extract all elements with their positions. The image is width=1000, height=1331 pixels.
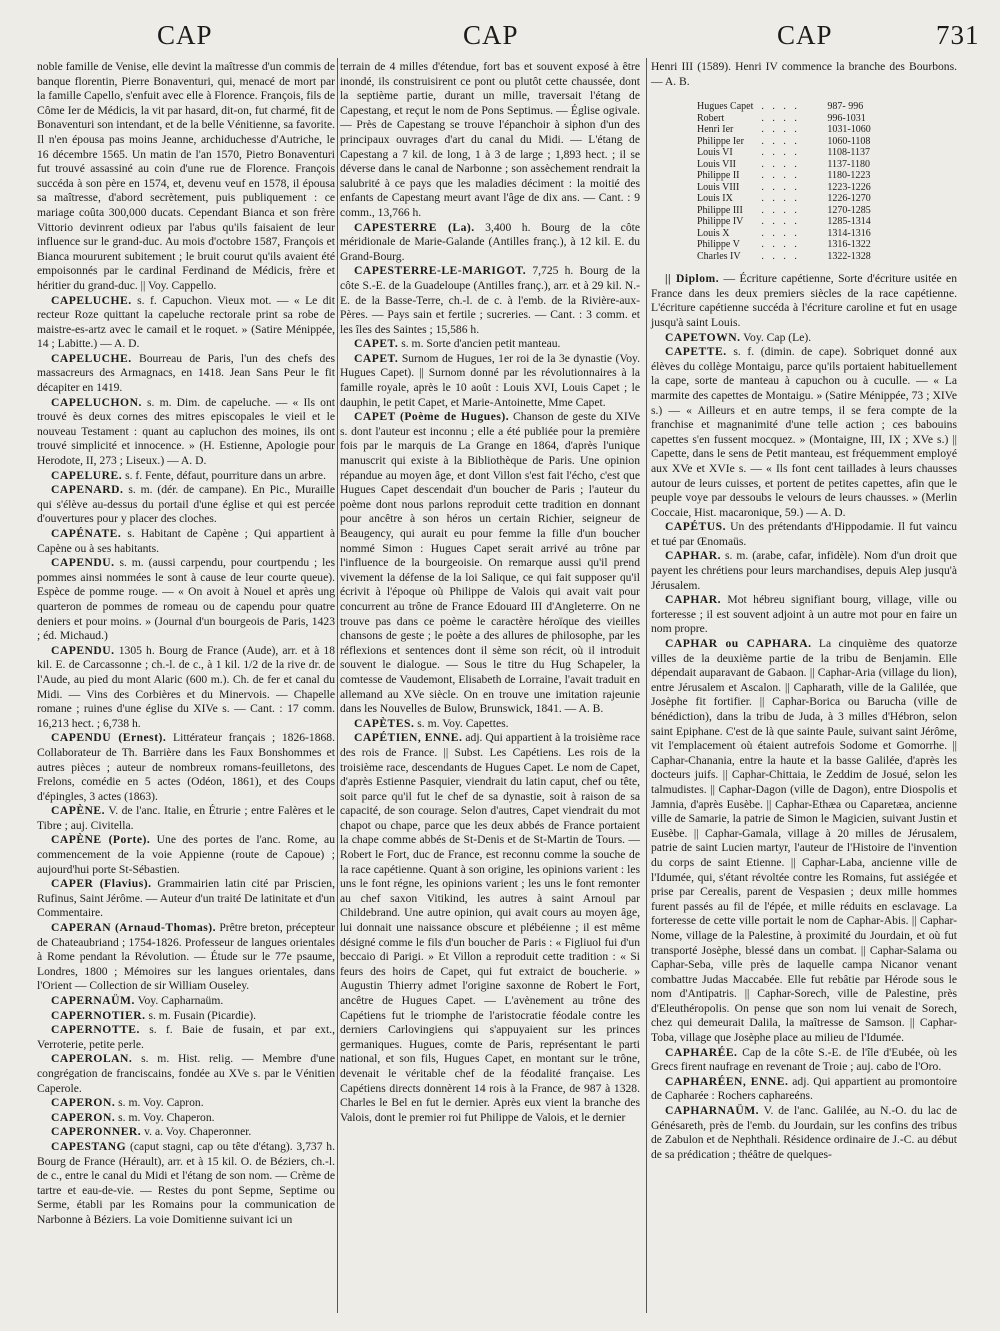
entry-text: s. m. Sorte d'ancien petit manteau. [401, 337, 561, 351]
header-center: CAP [463, 20, 519, 50]
leader-dots: . . . . [761, 147, 800, 159]
dictionary-entry [37, 731, 335, 804]
king-row [693, 216, 875, 228]
king-name: Charles IV [697, 250, 741, 262]
dictionary-entry [651, 520, 957, 549]
entry-headword: CAPHAR. [665, 593, 721, 607]
entry-text: Une des portes de l'anc. Rome, au commencement de la voie Appienne (route de Capoue) ; aujourd'hui porte St-Sébastien. [37, 833, 335, 876]
entry-text: Chanson de geste du XIVe s. dont l'auteur est inconnu ; elle a été publiée pour la première fois par le marquis de La Grange en 1864, d'après l'unique manuscrit qui existe à la Bibliothèque de Paris. Une opinion répandue au moyen âge, et dont Villon s'est fait l'écho, c'est que Hugues Capet descendait d'un boucher de Paris ; l'auteur du poème dont nous parlons reproduit cette tradition en donnant pour ancêtre à son héros un certain Richier, seigneur de Beaugency, qui aurait eu pour femme la fille d'un boucher nommé Simon : Hugues Capet serait arrivé au trône par l'influence de la bourgeoisie. On remarque aussi qu'il prend vivement la défense de la loi Salique, ce qui fait supposer qu'il écrivit à l'époque où Philippe de Valois qui avait vait pour concurrent au trône de France Edouard III d'Angleterre. On ne trouve pas dans ce poème le caractère héroïque des vieilles chansons de geste ; le poète a des allures de philosophe, par les réflexions et sentences dont il sème son récit, où il introduit souvent le dialogue. — Sous le titre du Hug Schapeler, la comtesse de Vaudemont, Elisabeth de Lorraine, l'avait traduit en allemand au XVe siècle. On en trouve une imitation rajeunie dans les Nouvelles de Bulow, Brunswick, 1841. — A. B. [340, 410, 640, 716]
page-number: 731 [936, 20, 980, 50]
leader-dots: . . . . [761, 158, 800, 170]
king-name: Philippe III [697, 204, 743, 216]
king-row [693, 193, 875, 205]
entry-text: 7,725 h. Bourg de la côte S.-E. de la Guadeloupe (Antilles franç.), arr. et à 29 kil. N.-E. de la Basse-Terre, ch.-l. de c. à l'emb. de la Rivière-aux-Pères. — Pays sain et fertile ; sucreries. — Cant. : 3 comm. et les îles des Saintes ; 15,586 h. [340, 264, 640, 336]
leader-dots: . . . . [761, 250, 800, 262]
column-3 [651, 60, 957, 1162]
king-reign-years: 1031-1060 [827, 124, 871, 136]
dictionary-entry [37, 527, 335, 556]
king-reign-years: 996-1031 [827, 112, 866, 124]
dictionary-entry [651, 1046, 957, 1075]
entry-headword: CAPENDU. [51, 556, 115, 570]
king-row [693, 136, 875, 148]
leader-dots: . . . . [761, 101, 800, 113]
entry-text: Grammairien latin cité par Priscien, Rufinus, Saint Jérôme. — Auteur d'un traité De latinitate et d'un Commentaire. [37, 877, 335, 920]
king-name: Philippe II [697, 170, 740, 182]
column-divider [337, 58, 338, 1313]
dictionary-entry [37, 994, 335, 1009]
entry-text: Cap de la côte S.-E. de l'île d'Eubée, où les Grecs firent naufrage en revenant de Troie ; auj. cabo de l'Oro. [651, 1045, 957, 1074]
column-3-intro: Henri III (1589). Henri IV commence la branche des Bourbons. — A. B. [651, 60, 957, 88]
dictionary-entry [340, 264, 640, 337]
king-row [693, 159, 875, 171]
entry-text: 3,400 h. Bourg de la côte méridionale de Marie-Galande (Antilles franç.), à 12 kil. E. du Grand-Bourg. [340, 220, 640, 263]
dictionary-entry [651, 1104, 957, 1162]
dictionary-entry [651, 272, 957, 330]
capetian-kings-table [693, 101, 875, 262]
header-left: CAP [157, 20, 213, 50]
entry-headword: CAPENDU (Ernest). [51, 731, 167, 745]
entry-text: s. m. Voy. Capron. [118, 1096, 204, 1110]
leader-dots: . . . . [761, 124, 800, 136]
king-reign-years: 1285-1314 [827, 216, 871, 228]
dictionary-entry [37, 352, 335, 396]
dictionary-entry [37, 556, 335, 644]
entry-headword: CAPERAN (Arnaud-Thomas). [51, 921, 217, 935]
king-name: Hugues Capet [697, 101, 754, 113]
king-row [693, 113, 875, 125]
dictionary-entry [340, 731, 640, 1125]
entry-headword: CAPÈTES. [354, 716, 415, 730]
column-3-entries [651, 272, 957, 1162]
entry-text: adj. Qui appartient au promontoire de Capharée : Rochers caphareéns. [651, 1074, 957, 1103]
header-right: CAP [777, 20, 833, 50]
king-name: Louis X [697, 227, 730, 239]
entry-text: s. f. Capuchon. Vieux mot. — « Le dit recteur Roze quittant la capeluche rectorale print sa robe de maistre-es-artz avec le camail et le roquet. » (Satire Ménippée, 14 ; Labitte.) — A. D. [37, 293, 336, 351]
dictionary-entry [340, 717, 640, 732]
king-name: Louis VII [697, 158, 736, 170]
dictionary-entry [37, 644, 335, 732]
dictionary-entry [651, 345, 957, 520]
entry-text: V. de l'anc. Italie, en Étrurie ; entre Falères et le Tibre ; auj. Civitella. [37, 804, 335, 832]
entry-headword: CAPELUCHE. [51, 351, 132, 365]
entry-headword: || Diplom. [665, 272, 720, 286]
leader-dots: . . . . [761, 170, 800, 182]
entry-headword: CAPESTANG [51, 1139, 127, 1153]
entry-headword: CAPHARÉE. [665, 1045, 738, 1059]
king-row [693, 124, 875, 136]
king-row [693, 228, 875, 240]
leader-dots: . . . . [761, 216, 800, 228]
entry-headword: CAPHAR. [665, 549, 721, 563]
entry-headword: CAPHARÉEN, ENNE. [665, 1074, 789, 1088]
entry-headword: CAPEROLAN. [51, 1052, 133, 1066]
king-row [693, 182, 875, 194]
dictionary-entry [37, 469, 335, 484]
entry-text: s. f. (dimin. de cape). Sobriquet donné aux élèves du collège Montaigu, parce qu'ils portaient habituellement la cape, sorte de manteau à capuchon ou à cuculle. — « La marmite des capettes de Montaigu. » (Satire Ménippée, 73 ; XIVe s.) — « Ailleurs et en autre temps, il se fera compte de la franchise et magnanimité d'une telle action ; ces babouins capettes s'en fussent mocquez. » (Montaigne, III, IX ; XVe s.) || Capette, dans le sens de Petit manteau, est fréquemment employé aux XVe et XVIe s. — « Ils font cent taillades à leurs chausses autour de leurs cuisses, et portent de petites capettes, afin que le peuple voye par dessoubs le velours de leurs chausses. » (Merlin Coccaie, Hist. macaronique, 59.) — A. D. [651, 345, 957, 519]
dictionary-entry [37, 1052, 335, 1096]
entry-headword: CAPÉTIEN, ENNE. [354, 731, 463, 745]
dictionary-entry [651, 637, 957, 1046]
king-reign-years: 1108-1137 [827, 147, 870, 159]
entry-headword: CAPELUCHE. [51, 293, 132, 307]
entry-text: Voy. Cap (Le). [743, 330, 812, 344]
entry-headword: CAPERNAÜM. [51, 994, 135, 1007]
king-reign-years: 1060-1108 [827, 135, 871, 147]
entry-headword: CAPÈNE. [51, 804, 106, 818]
entry-headword: CAPENARD. [51, 483, 124, 497]
entry-headword: CAPÉTUS. [665, 520, 727, 534]
king-name: Philippe Ier [697, 135, 744, 147]
entry-headword: CAPELUCHON. [51, 395, 142, 409]
king-row [693, 170, 875, 182]
entry-text: Prêtre breton, précepteur de Chateaubriand ; 1754-1826. Professeur de langues orientales à Rome pendant la Révolution. — Étude sur le 77e psaume, Londres, 1800 ; Mémoires sur les langues orientales, dans l'Orient — Collection de sir William Ouseley. [37, 921, 335, 993]
leader-dots: . . . . [761, 193, 800, 205]
king-reign-years: 1137-1180 [827, 158, 870, 170]
dictionary-entry [651, 593, 957, 637]
entry-headword: CAPHARNAÜM. [665, 1104, 760, 1118]
entry-headword: CAPERONNER. [51, 1125, 142, 1139]
king-name: Philippe V [697, 239, 740, 251]
king-name: Louis VI [697, 147, 733, 159]
entry-text: s. m. Voy. Capettes. [417, 716, 509, 730]
king-reign-years: 1314-1316 [827, 227, 871, 239]
entry-text: s. m. (aussi carpendu, pour courtpendu ; les pommes ainsi nommées le sont à cause de leur courte queue). Espèce de pomme rouge. — « On avoit à Nouel et après ung quarteron de pommes de romeau ou de capendu pour quatre deniers et pour moins. » (Journal d'un bourgeois de Paris, 1423 ; éd. Michaud.) [37, 556, 335, 643]
entry-headword: CAPÈNE (Porte). [51, 833, 151, 847]
entry-text: Mot hébreu signifiant bourg, village, ville ou forteresse ; il est souvent adjoint à un autre mot pour en faire un nom propre. [651, 593, 957, 636]
dictionary-entry [651, 1075, 957, 1104]
entry-text: s. f. Baie de fusain, et par ext., Verroterie, petite perle. [37, 1023, 335, 1051]
leader-dots: . . . . [761, 227, 800, 239]
entry-text: s. Habitant de Capène ; Qui appartient à Capène ou à ses habitants. [37, 527, 335, 555]
entry-headword: CAPÉNATE. [51, 527, 122, 540]
column-1 [37, 60, 335, 1228]
dictionary-entry [651, 331, 957, 346]
column-divider [646, 58, 647, 1313]
entry-text: adj. Qui appartient à la troisième race des rois de France. || Subst. Les Capétiens. Les rois de la troisième race, descendants de Hugues Capet. Le nom de Capet, d'après Estienne Pasquier, viendrait du latin caput, chef ou tête, soit parce qu'il fut le chef de sa dynastie, soit à raison de sa capacité, de son courage. Selon d'autres, Capet viendrait du mot chapot ou chape, parce que les deux abbés de France portaient la chape comme abbés de St-Denis et de St-Martin de Tours. — Robert le Fort, duc de France, est reconnu comme la souche de la race capétienne. Quant à son origine, les opinions varient : les uns le font régne, les opinions varient ; les uns le font remonter au chef saxon Vitikind, les autres à saint Arnoul par Childebrand. Une autre opinion, qui avait cours au moyen âge, lui donnait une naissance obscure et plébéienne ; il est même désigné comme le fils d'un boucher de Paris : « Figliuol fui d'un beccaio di Parigi. » Et Villon a reproduit cette tradition : « Si feurs des hoirs de Capet, qui fut extraict de boucherie. » Augustin Thierry admet l'origine saxonne de Robert le Fort, ancêtre de Hugues Capet. — L'avènement au trône des Capétiens fut le triomphe de l'aristocratie féodale contre les derniers Carlovingiens qui s'appuyaient sur les princes germaniques. Hugues, comte de Paris, représentant le parti national, et son fils, Hugues Capet, en montant sur le trône, devenait le véritable chef de la féodalité française. Les Capétiens directs donnèrent 14 rois à la France, de 987 à 1328. Charles le Bel en fut le dernier. Après eux vient la branche des Valois, dont le premier roi fut Philippe de Valois, et le dernier [340, 731, 640, 1124]
king-name: Louis VIII [697, 181, 740, 193]
entry-headword: CAPETOWN. [665, 330, 741, 344]
entry-headword: CAPET. [354, 337, 399, 351]
dictionary-entry [37, 60, 335, 294]
entry-text: Surnom de Hugues, 1er roi de la 3e dynastie (Voy. Hugues Capet). || Surnom donné par les révolutionnaires à la famille royale, après le 10 août : Louis XVI, Louis Capet ; le dauphin, le petit Capet, et Marie-Antoinette, Mme Capet. [340, 351, 640, 409]
entry-text: — Écriture capétienne, Sorte d'écriture usitée en France dans les deux premiers siècles de la race capétienne. L'écriture capétienne succéda à l'écriture caroline et fut en usage jusqu'à saint Louis. [651, 272, 957, 329]
entry-headword: CAPETTE. [665, 345, 727, 359]
column-2 [340, 60, 640, 1125]
entry-text: s. m. Dim. de capeluche. — « Ils ont trouvé ès deux cornes des mitres episcopales le vieil et le nouveau Testament : quant au capluchon des moines, ils ont trouvé simplicité et innocence. » (H. Estienne, Apologie pour Herodote, II, 273 ; Liseux.) — A. D. [37, 395, 335, 468]
entry-text: s. m. Hist. relig. — Membre d'une congrégation de franciscains, fondée au XVe s. par le Vénitien Caperole. [37, 1052, 335, 1095]
entry-headword: CAPHAR ou CAPHARA. [665, 637, 812, 651]
king-name: Louis IX [697, 193, 733, 205]
king-name: Philippe IV [697, 216, 744, 228]
entry-text: noble famille de Venise, elle devint la maîtresse d'un commis de banque florentin, Pierre Bonaventuri, qui, menacé de mort par la famille Capello, s'enfuit avec elle à Florence. François, fils de Côme Ier de Médicis, la vit par hasard, dit-on, fut charmé, fit de Bonaventuri son intendant, et de la belle Vénitienne, sa favorite. Il n'en épousa pas moins Jeanne, archiduchesse d'Autriche, le 16 décembre 1565. Un matin de l'an 1570, Pietro Bonaventuri fut trouvé assassiné au coin d'une rue de Florence. François succéda à son père en 1574, et, devenu veuf en 1578, il épousa sa maîtresse, d'abord secrètement, puis publiquement : ce mariage coûta 300,000 ducats. Cependant Bianca et son frère Vittorio devinrent odieux par l'abus qu'ils faisaient de leur influence sur le grand-duc. Au mois d'octobre 1587, François et Bianca moururent subitement ; le bruit courut qu'ils avaient été empoisonnés par le cardinal Ferdinand de Médicis, frère et héritier du grand-duc. || Voy. Cappello. [37, 60, 335, 292]
king-row [693, 101, 875, 113]
dictionary-entry [340, 352, 640, 410]
entry-headword: CAPER (Flavius). [51, 877, 152, 891]
king-reign-years: 1180-1223 [827, 170, 871, 182]
dictionary-entry [37, 396, 335, 469]
entry-text: v. a. Voy. Chaperonner. [144, 1125, 252, 1139]
king-reign-years: 1322-1328 [827, 250, 871, 262]
entry-headword: CAPELURE. [51, 468, 123, 482]
king-row [693, 251, 875, 263]
king-name: Henri Ier [697, 124, 734, 136]
dictionary-entry [37, 294, 335, 352]
entry-headword: CAPESTERRE (La). [354, 220, 475, 234]
king-reign-years: 1223-1226 [827, 181, 871, 193]
king-reign-years: 1270-1285 [827, 204, 871, 216]
leader-dots: . . . . [761, 112, 800, 124]
entry-text: Un des prétendants d'Hippodamie. Il fut vaincu et tué par Œnomaüs. [651, 520, 957, 548]
dictionary-entry [37, 804, 335, 833]
entry-headword: CAPERNOTTE. [51, 1023, 140, 1037]
king-reign-years: 1226-1270 [827, 193, 871, 205]
dictionary-entry [37, 1140, 335, 1228]
dictionary-entry [37, 1125, 335, 1140]
entry-text: s. m. (dér. de campane). En Pic., Muraille qui s'élève au-dessus du portail d'une église et qui est percée d'ouvertures pour y placer des cloches. [37, 483, 335, 526]
leader-dots: . . . . [761, 239, 800, 251]
entry-text: Littérateur français ; 1826-1868. Collaborateur de Th. Barrière dans les Faux Bonshommes et autres pièces ; auteur de nombreux romans-feuilletons, des Frelons, comédie en 5 actes (Odéon, 1861), et des Coups d'épingles, 3 actes (1863). [37, 731, 336, 803]
dictionary-entry [37, 1096, 335, 1111]
entry-text: s. m. Voy. Chaperon. [118, 1110, 215, 1124]
entry-headword: CAPERNOTIER. [51, 1008, 146, 1022]
entry-text: (caput stagni, cap ou tête d'étang). 3,737 h. Bourg de France (Hérault), arr. et à 15 kil. O. de Béziers, ch.-l. de c., entre le canal du Midi et l'étang de son nom. — Crème de tartre et eau-de-vie. — Restes du pont Sepme, Septime ou Serme, établi par les Romains pour la communication de Narbonne à Béziers. La voie Domitienne suivant ici un [37, 1139, 335, 1226]
dictionary-entry [37, 833, 335, 877]
dictionary-entry [37, 921, 335, 994]
entry-headword: CAPENDU. [51, 643, 115, 657]
king-name: Robert [697, 112, 725, 124]
entry-headword: CAPERON. [51, 1096, 116, 1110]
king-row [693, 147, 875, 159]
entry-text: terrain de 4 milles d'étendue, fort bas et souvent exposé à être inondé, ils construisirent ce pont ou plutôt cette chaussée, dont la septième partie, durant un mille, traversait l'étang de Capestang, et reçut le nom de Pons Septimus. — Église ogivale. — Près de Capestang se trouve l'épanchoir à siphon d'un des principaux ouvrages d'art du canal du Midi. — L'étang de Capestang a 7 kil. de long, 1 à 3 de large ; 1,893 hect. ; il se déverse dans le canal de Narbonne ; son assèchement rendrait la salubrité à ce pays que les maladies déciment : la moitié des enfants de Capestang meurt avant l'âge de dix ans. — Cant. : 9 comm., 13,766 h. [340, 60, 640, 219]
entry-text: s. m. (arabe, cafar, infidèle). Nom d'un droit que payent les chrétiens pour leurs marchandises, depuis Alep jusqu'à Jérusalem. [651, 549, 958, 592]
dictionary-entry [37, 877, 335, 921]
entry-text: s. m. Fusain (Picardie). [148, 1008, 257, 1022]
dictionary-entry [37, 1111, 335, 1126]
dictionary-entry [340, 221, 640, 265]
dictionary-entry [37, 1023, 335, 1052]
entry-headword: CAPET (Poème de Hugues). [354, 410, 510, 424]
running-header [0, 14, 1000, 54]
entry-text: Bourreau de Paris, l'un des chefs des massacreurs des Armagnacs, en 1418. Jean Sans Peur le fit décapiter en 1419. [37, 351, 335, 395]
king-reign-years: 1316-1322 [827, 239, 871, 251]
entry-text: 1305 h. Bourg de France (Aude), arr. et à 18 kil. E. de Carcassonne ; ch.-l. de c., à 1 kil. 1/2 de la rive dr. de l'Aude, au pied du mont Alaric (600 m.). Ch. de fer et canal du Midi. — Vins des Corbières et du Minervois. — Chapelle romane ; ruines d'une église du XIVe s. — Cant. : 17 comm. 16,213 hect. ; 6,738 h. [37, 643, 335, 730]
leader-dots: . . . . [761, 181, 800, 193]
dictionary-entry [37, 1009, 335, 1024]
dictionary-entry [340, 410, 640, 716]
dictionary-entry [651, 549, 957, 593]
leader-dots: . . . . [761, 135, 800, 147]
entry-text: Voy. Capharnaüm. [137, 994, 224, 1007]
entry-headword: CAPERON. [51, 1110, 116, 1124]
entry-text: V. de l'anc. Galilée, au N.-O. du lac de Génésareth, près de l'emb. du Jourdain, sur les confins des tribus de Zabulon et de Nephthali. Résidence ordinaire de J.-C. au début de sa prédication ; théâtre de quelques- [651, 1104, 957, 1161]
king-row [693, 205, 875, 217]
entry-headword: CAPET. [354, 351, 399, 365]
king-row [693, 239, 875, 251]
entry-text: La cinquième des quatorze villes de la deuxième partie de la tribu de Benjamin. Elle dépendait auparavant de Gabaon. || Caphar-Aria (village du lion), entre Jérusalem et Ascalon. || Capharath, ville de la Galilée, que Josèphe fit fortifier. || Caphar-Borica ou Barucha (ville de bénédiction), dans la tribu de Juda, à 3 milles d'Hébron, selon saint Epiphane. C'est de là que sainte Paule, suivant saint Jérôme, vit l'emplacement où étaient autrefois Sodome et Gomorrhe. || Caphar-Chanania, entre la haute et la basse Galilée, d'après les docteurs juifs. || Caphar-Chittaia, le Zeddim de Josué, selon les talmudistes. || Caphar-Dagon (ville de Dagon), entre Diospolis et Jamnia, d'après Eusèbe. || Caphar-Ethæa ou Caparetæa, ancienne ville de Samarie, la patrie de Simon le Magicien, suivant Justin et Eusèbe. || Caphar-Gamala, village à 20 milles de Jérusalem, patrie de saint Lucien martyr, l'auteur de l'Histoire de l'invention du corps de saint Etienne. || Caphar-Laba, ancienne ville de l'Idumée, qui, s'étant révoltée contre les Romains, fut assiégée et prise par Cerealis, parent de Vespasien ; deux mille hommes furent passés au fil de l'épée, et mille réduits en esclavage. La forteresse de cette ville portait le nom de Caphar-Abis. || Caphar-Nome, village de la Palestine, à proximité du Jourdain, et où fut transporté Josèphe, blessé dans un combat. || Caphar-Salama ou Caphar-Seba, ville près de laquelle campa Nicanor venant combattre Judas Maccabée. Elle fut rebâtie par Hérode sous le nom d'Antipatris. || Caphar-Sorech, ville de Palestine, près d'Eleuthéropolis. On pense que son nom lui venait de Sorech, chez qui demeurait Dalila, la maîtresse de Samson. || Caphar-Toba, village que Josèphe place au milieu de l'Idumée. [651, 637, 957, 1045]
dictionary-entry [37, 483, 335, 527]
entry-headword: CAPESTERRE-LE-MARIGOT. [354, 264, 527, 278]
entry-text: s. f. Fente, défaut, pourriture dans un arbre. [125, 468, 326, 482]
dictionary-entry [340, 337, 640, 352]
dictionary-entry [340, 60, 640, 221]
king-reign-years: 987- 996 [827, 101, 864, 113]
leader-dots: . . . . [761, 204, 800, 216]
